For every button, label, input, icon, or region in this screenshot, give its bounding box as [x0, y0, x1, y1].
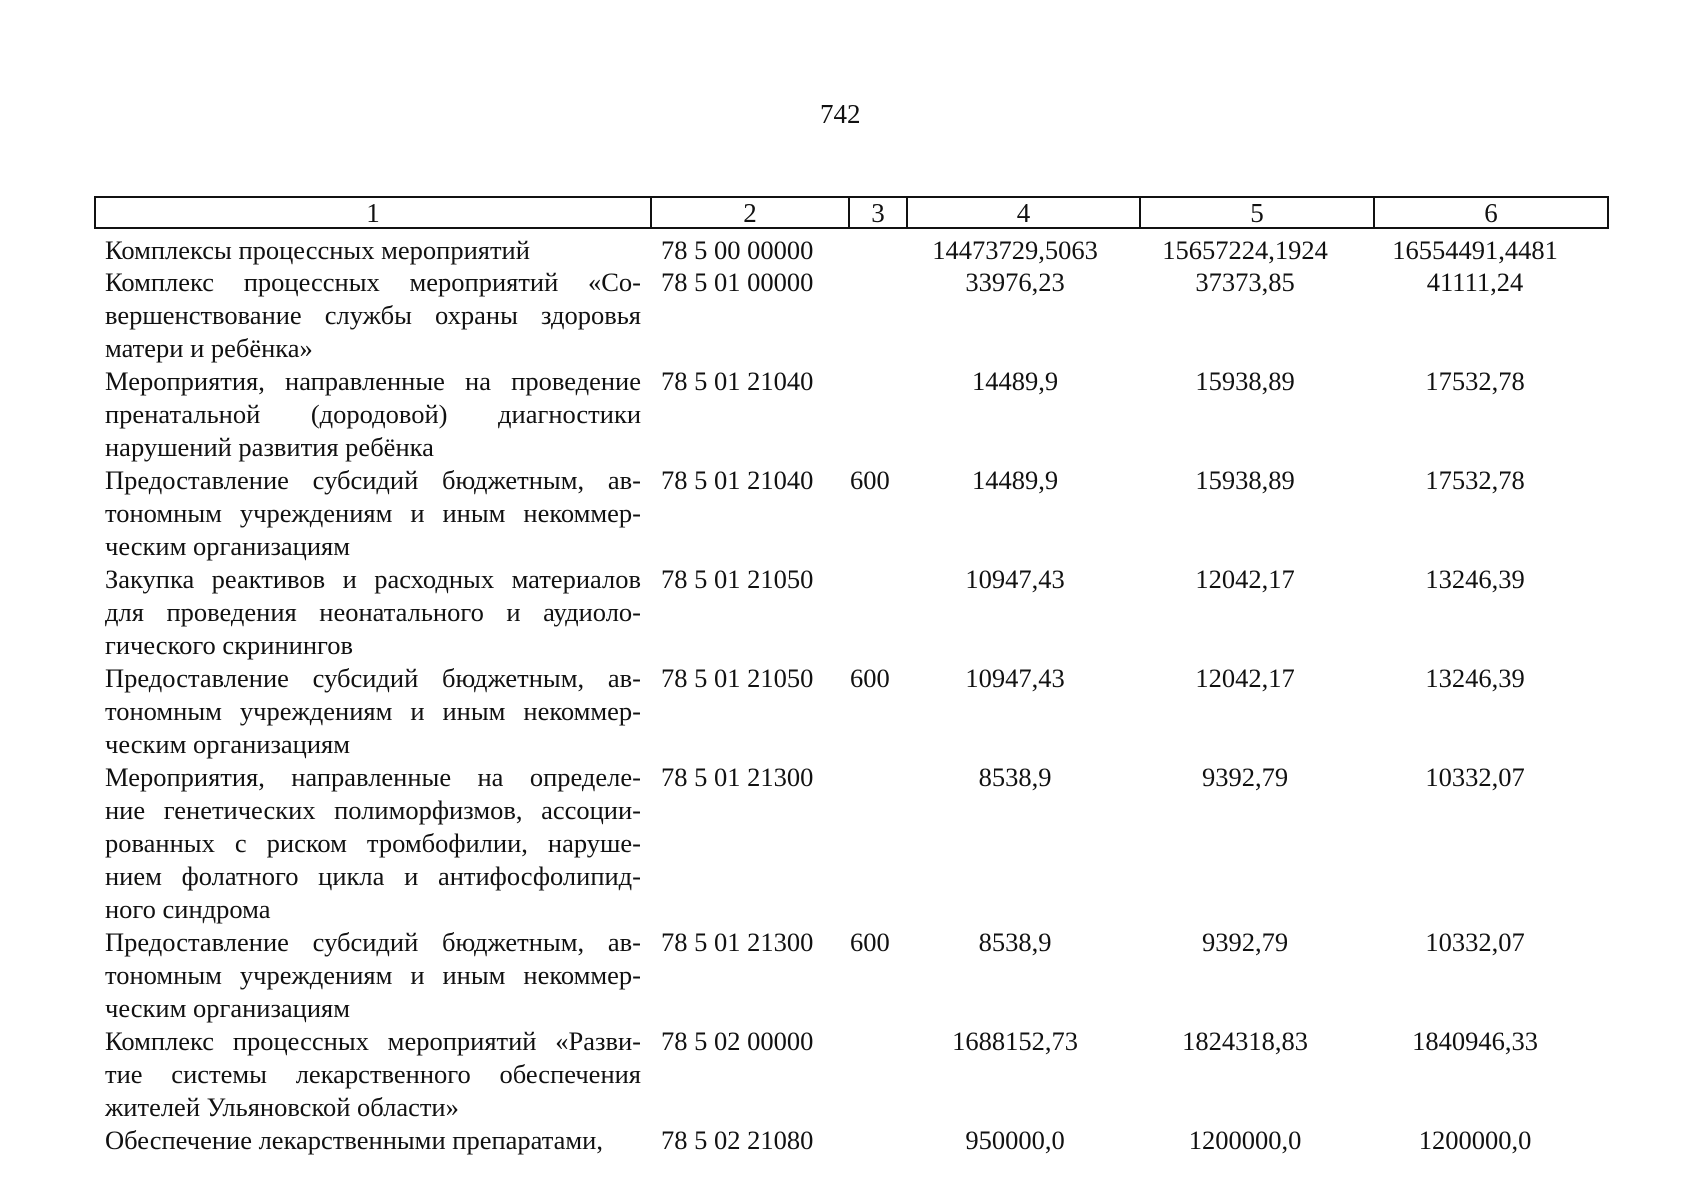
amount-col-6: 1840946,33 — [1412, 1026, 1538, 1056]
target-article-code: 78 5 01 21300 — [661, 927, 814, 957]
expense-type-code: 600 — [850, 663, 890, 693]
column-header-4: 4 — [907, 197, 1140, 228]
amount-col-6: 17532,78 — [1425, 366, 1525, 396]
amount-col-6: 16554491,4481 — [1392, 235, 1558, 265]
description-line: вершенствование службы охраны здоровья — [105, 300, 641, 330]
description-line: тие системы лекарственного обеспечения — [105, 1059, 641, 1089]
description-line: ческим организациям — [105, 993, 351, 1023]
amount-col-4: 14489,9 — [971, 366, 1059, 396]
target-article-code: 78 5 02 00000 — [661, 1026, 814, 1056]
row-description — [105, 464, 641, 563]
amount-col-5: 37373,85 — [1195, 267, 1295, 297]
amount-col-4: 8538,9 — [978, 762, 1052, 792]
amount-col-5: 1824318,83 — [1182, 1026, 1308, 1056]
description-line: ческим организациям — [105, 531, 351, 561]
amount-col-5: 12042,17 — [1195, 564, 1295, 594]
amount-col-5: 1200000,0 — [1188, 1125, 1302, 1155]
row-description — [105, 234, 641, 267]
amount-col-6: 41111,24 — [1426, 267, 1524, 297]
amount-col-6: 17532,78 — [1425, 465, 1525, 495]
column-header-2: 2 — [651, 197, 849, 228]
target-article-code: 78 5 01 21040 — [661, 465, 814, 495]
amount-col-4: 33976,23 — [965, 267, 1065, 297]
description-line: Комплекс процессных мероприятий «Разви- — [105, 1026, 641, 1056]
description-line: Предоставление субсидий бюджетным, ав- — [105, 927, 641, 957]
amount-col-6: 1200000,0 — [1418, 1125, 1532, 1155]
target-article-code: 78 5 01 21050 — [661, 564, 814, 594]
amount-col-5: 15657224,1924 — [1162, 235, 1328, 265]
description-line: Закупка реактивов и расходных материалов — [105, 564, 641, 594]
page-number: 742 — [820, 99, 861, 129]
description-line: гического скринингов — [105, 630, 354, 660]
amount-col-4: 14473729,5063 — [932, 235, 1098, 265]
target-article-code: 78 5 01 21300 — [661, 762, 814, 792]
expense-type-code: 600 — [850, 927, 890, 957]
description-line: рованных с риском тромбофилии, наруше- — [105, 828, 641, 858]
description-line: нарушений развития ребёнка — [105, 432, 434, 462]
row-description — [105, 662, 641, 761]
column-header-3: 3 — [849, 197, 907, 228]
amount-col-4: 10947,43 — [965, 564, 1065, 594]
amount-col-6: 13246,39 — [1425, 663, 1525, 693]
amount-col-4: 8538,9 — [978, 927, 1052, 957]
description-line: пренатальной (дородовой) диагностики — [105, 399, 641, 429]
description-line: ного синдрома — [105, 894, 271, 924]
description-line: тономным учреждениям и иным некоммер- — [105, 960, 641, 990]
amount-col-5: 15938,89 — [1195, 366, 1295, 396]
description-line: для проведения неонатального и аудиоло- — [105, 597, 641, 627]
description-line: Обеспечение лекарственными препаратами, — [105, 1125, 603, 1155]
description-line: ние генетических полиморфизмов, ассоции- — [105, 795, 641, 825]
target-article-code: 78 5 01 00000 — [661, 267, 814, 297]
row-description — [105, 1124, 641, 1157]
amount-col-6: 10332,07 — [1425, 927, 1525, 957]
target-article-code: 78 5 01 21050 — [661, 663, 814, 693]
description-line: Предоставление субсидий бюджетным, ав- — [105, 465, 641, 495]
column-number-header — [94, 196, 1609, 229]
description-line: жителей Ульяновской области» — [105, 1092, 459, 1122]
row-description — [105, 1025, 641, 1124]
column-header-5: 5 — [1140, 197, 1374, 228]
amount-col-5: 9392,79 — [1201, 927, 1289, 957]
column-header-1: 1 — [95, 197, 651, 228]
amount-col-4: 950000,0 — [965, 1125, 1065, 1155]
target-article-code: 78 5 02 21080 — [661, 1125, 814, 1155]
description-line: Предоставление субсидий бюджетным, ав- — [105, 663, 641, 693]
description-line: Комплексы процессных мероприятий — [105, 235, 530, 265]
amount-col-6: 10332,07 — [1425, 762, 1525, 792]
column-header-6: 6 — [1374, 197, 1608, 228]
target-article-code: 78 5 01 21040 — [661, 366, 814, 396]
description-line: Мероприятия, направленные на определе- — [105, 762, 641, 792]
row-description — [105, 266, 641, 365]
expense-type-code: 600 — [850, 465, 890, 495]
description-line: ческим организациям — [105, 729, 351, 759]
amount-col-6: 13246,39 — [1425, 564, 1525, 594]
amount-col-5: 9392,79 — [1201, 762, 1289, 792]
amount-col-5: 12042,17 — [1195, 663, 1295, 693]
description-line: тономным учреждениям и иным некоммер- — [105, 498, 641, 528]
row-description — [105, 365, 641, 464]
target-article-code: 78 5 00 00000 — [661, 235, 814, 265]
amount-col-4: 1688152,73 — [952, 1026, 1078, 1056]
amount-col-4: 10947,43 — [965, 663, 1065, 693]
description-line: Мероприятия, направленные на проведение — [105, 366, 641, 396]
description-line: нием фолатного цикла и антифосфолипид- — [105, 861, 641, 891]
description-line: матери и ребёнка» — [105, 333, 313, 363]
row-description — [105, 563, 641, 662]
description-line: Комплекс процессных мероприятий «Со- — [105, 267, 641, 297]
row-description — [105, 926, 641, 1025]
row-description — [105, 761, 641, 926]
description-line: тономным учреждениям и иным некоммер- — [105, 696, 641, 726]
amount-col-5: 15938,89 — [1195, 465, 1295, 495]
amount-col-4: 14489,9 — [971, 465, 1059, 495]
